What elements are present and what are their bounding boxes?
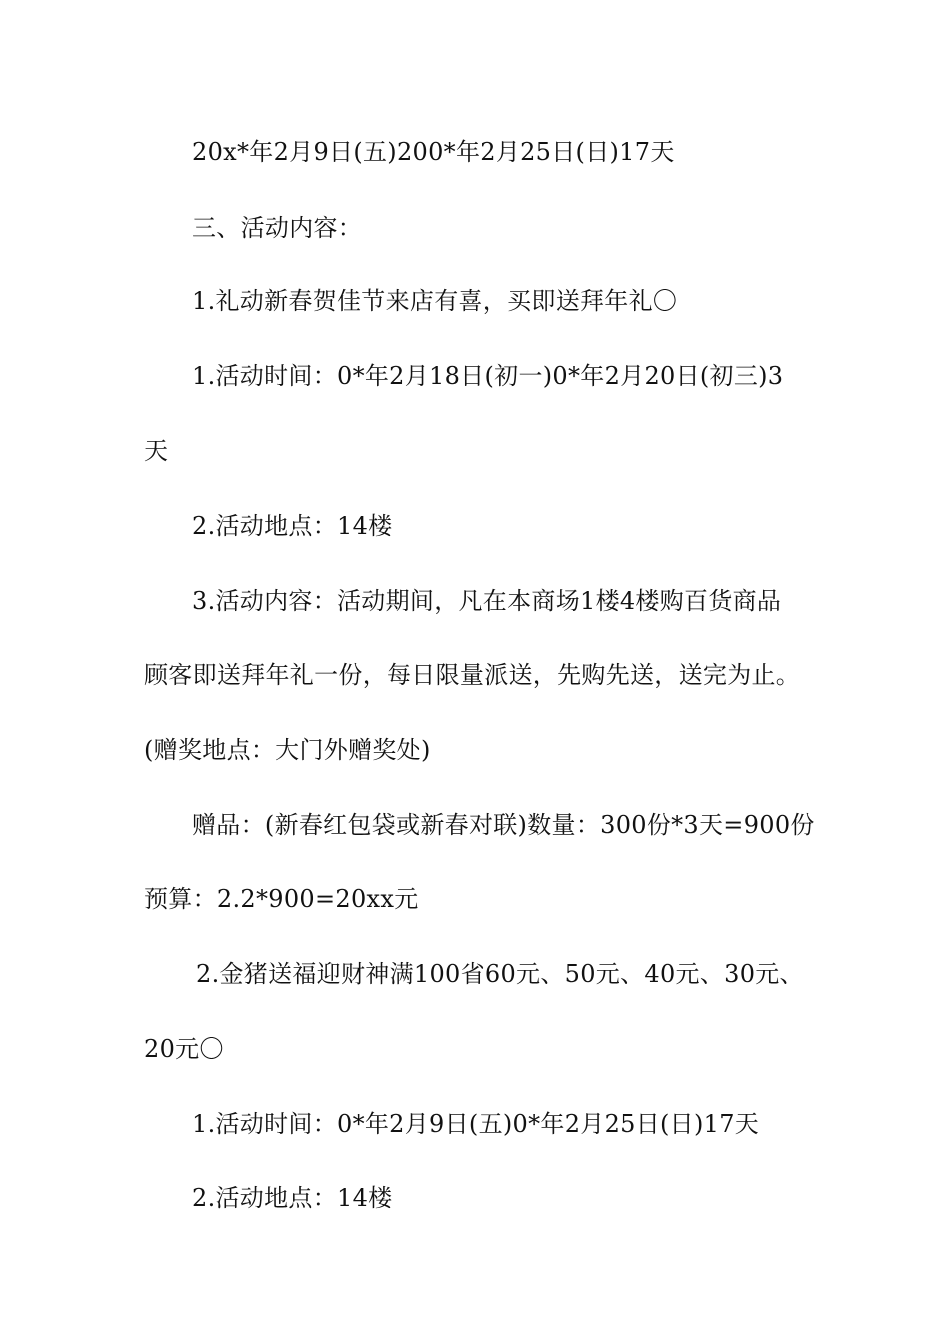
text-line-period: 20x*年2月9日(五)200*年2月25日(日)17天 bbox=[192, 138, 675, 166]
activity-1-time-continued: 天 bbox=[144, 437, 169, 465]
section-heading-activity-content: 三、活动内容： bbox=[192, 214, 363, 242]
activity-1-content: 3.活动内容：活动期间，凡在本商场1楼4楼购百货商品 bbox=[192, 587, 782, 615]
budget-line: 预算：2.2*900=20xx元 bbox=[144, 885, 419, 913]
gift-quantity: 赠品：(新春红包袋或新春对联)数量：300份*3天=900份 bbox=[192, 811, 815, 839]
activity-2-title-continued: 20元〇 bbox=[144, 1035, 224, 1063]
activity-1-content-continued: 顾客即送拜年礼一份，每日限量派送，先购先送，送完为止。 bbox=[144, 661, 801, 689]
activity-1-location: 2.活动地点：14楼 bbox=[192, 512, 393, 540]
activity-2-time: 1.活动时间：0*年2月9日(五)0*年2月25日(日)17天 bbox=[192, 1110, 760, 1138]
activity-2-location: 2.活动地点：14楼 bbox=[192, 1184, 393, 1212]
activity-2-title: 2.金猪送福迎财神满100省60元、50元、40元、30元、 bbox=[196, 960, 804, 988]
activity-1-title: 1.礼动新春贺佳节来店有喜，买即送拜年礼〇 bbox=[192, 287, 678, 315]
activity-1-time: 1.活动时间：0*年2月18日(初一)0*年2月20日(初三)3 bbox=[192, 362, 784, 390]
prize-location-note: (赠奖地点：大门外赠奖处) bbox=[144, 736, 431, 764]
